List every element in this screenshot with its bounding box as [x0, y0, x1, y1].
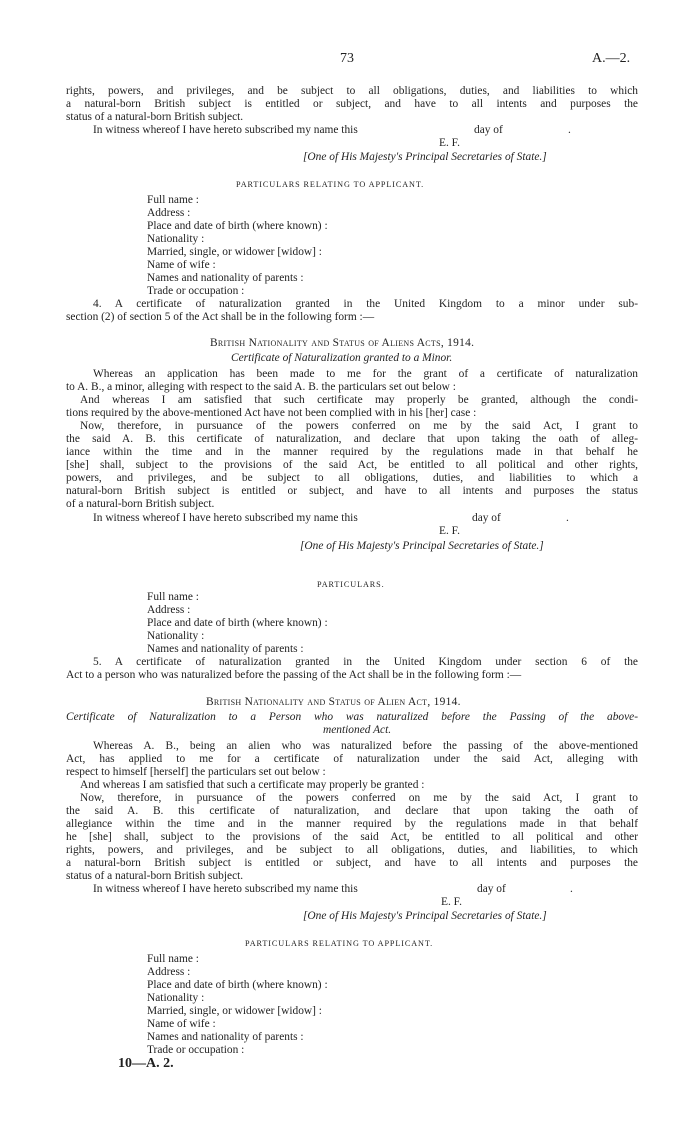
text-line: of a natural-born British subject. — [66, 498, 215, 510]
text-line: Act, has applied to me for a certificate of naturalization under the said Act, alleging with — [66, 753, 638, 765]
text-line: day of — [477, 883, 506, 895]
text-line: Name of wife : — [147, 259, 216, 271]
text-line: rights, powers, and privileges, and be subject to all obligations, duties, and liabilities, to which — [66, 844, 638, 856]
text-line: Whereas an application has been made to me for the grant of a certificate of naturalization — [93, 368, 638, 380]
text-line: Place and date of birth (where known) : — [147, 220, 328, 232]
text-line: Address : — [147, 966, 191, 978]
text-line: Trade or occupation : — [147, 285, 245, 297]
text-line: Place and date of birth (where known) : — [147, 617, 328, 629]
text-line: Trade or occupation : — [147, 1044, 245, 1056]
text-line: Place and date of birth (where known) : — [147, 979, 328, 991]
text-line: E. F. — [439, 137, 460, 149]
text-line: allegiance within the time and in the manner required by the regulations made in that behalf — [66, 818, 638, 830]
text-line: Names and nationality of parents : — [147, 1031, 304, 1043]
text-line: Full name : — [147, 591, 199, 603]
text-line: day of — [474, 124, 503, 136]
text-line: Address : — [147, 604, 191, 616]
text-line: day of — [472, 512, 501, 524]
document-reference: A.—2. — [592, 51, 631, 66]
text-line: Now, therefore, in pursuance of the powers conferred on me by the said Act, I grant to — [80, 792, 638, 804]
text-line: [One of His Majesty's Principal Secretaries of State.] — [303, 910, 547, 922]
text-line: . — [566, 512, 569, 524]
text-line: rights, powers, and privileges, and be subject to all obligations, duties, and liabilities to which — [66, 85, 638, 97]
text-line: Nationality : — [147, 992, 205, 1004]
text-line: Married, single, or widower [widow] : — [147, 246, 322, 258]
text-line: 5. A certificate of naturalization granted in the United Kingdom under section 6 of the — [93, 656, 638, 668]
form-heading: British Nationality and Status of Aliens Acts, 1914. — [210, 337, 475, 349]
text-line: Now, therefore, in pursuance of the powers conferred on me by the said Act, I grant to — [80, 420, 638, 432]
text-line: And whereas I am satisfied that such certificate may properly be granted, although the condi- — [80, 394, 638, 406]
text-line: a natural-born British subject is entitled or subject, and have to all intents and purposes the — [66, 98, 638, 110]
text-line: Name of wife : — [147, 1018, 216, 1030]
text-line: he [she] shall, subject to the provisions of the said Act, be entitled to all political and other — [66, 831, 638, 843]
text-line: Names and nationality of parents : — [147, 272, 304, 284]
section-caption: PARTICULARS RELATING TO APPLICANT. — [236, 180, 425, 189]
text-line: mentioned Act. — [323, 724, 392, 736]
form-heading: British Nationality and Status of Alien Act, 1914. — [206, 696, 461, 708]
text-line: [she] shall, subject to the provisions of the said Act, be entitled to all political and other rights, — [66, 459, 638, 471]
text-line: a natural-born British subject is entitled or subject, and have to all intents and purposes the — [66, 857, 638, 869]
text-line: In witness whereof I have hereto subscribed my name this — [93, 883, 358, 895]
text-line: Whereas A. B., being an alien who was naturalized before the passing of the above-mentioned — [93, 740, 638, 752]
text-line: E. F. — [441, 896, 462, 908]
text-line: 4. A certificate of naturalization granted in the United Kingdom to a minor under sub- — [93, 298, 638, 310]
text-line: [One of His Majesty's Principal Secretaries of State.] — [303, 151, 547, 163]
signature-mark: 10—A. 2. — [118, 1056, 174, 1071]
text-line: iance within the time and in the manner required by the regulations made in that behalf he — [66, 446, 638, 458]
text-line: to A. B., a minor, alleging with respect to the said A. B. the particulars set out below : — [66, 381, 456, 393]
text-line: Names and nationality of parents : — [147, 643, 304, 655]
text-line: Nationality : — [147, 630, 205, 642]
text-line: Nationality : — [147, 233, 205, 245]
text-line: section (2) of section 5 of the Act shall be in the following form :— — [66, 311, 375, 323]
text-line: E. F. — [439, 525, 460, 537]
text-line: Act to a person who was naturalized before the passing of the Act shall be in the following form :— — [66, 669, 522, 681]
text-line: . — [570, 883, 573, 895]
section-caption: PARTICULARS RELATING TO APPLICANT. — [245, 939, 434, 948]
text-line: respect to himself [herself] the particulars set out below : — [66, 766, 326, 778]
text-line: natural-born British subject is entitled or subject, and have to all intents and purposes the status — [66, 485, 638, 497]
text-line: Full name : — [147, 194, 199, 206]
text-line: the said A. B. this certificate of naturalization, and declare that upon taking the oath of — [66, 805, 638, 817]
text-line: tions required by the above-mentioned Act have not been complied with in his [her] case : — [66, 407, 477, 419]
text-line: Certificate of Naturalization to a Person who was naturalized before the Passing of the above- — [66, 711, 638, 723]
text-line: the said A. B. this certificate of naturalization, and declare that upon taking the oath of alleg- — [66, 433, 638, 445]
text-line: Married, single, or widower [widow] : — [147, 1005, 322, 1017]
text-line: Address : — [147, 207, 191, 219]
page-number: 73 — [340, 51, 354, 66]
text-line: powers, and privileges, and be subject to all obligations, duties, and liabilities to which a — [66, 472, 638, 484]
text-line: In witness whereof I have hereto subscribed my name this — [93, 124, 358, 136]
text-line: In witness whereof I have hereto subscribed my name this — [93, 512, 358, 524]
text-line: Certificate of Naturalization granted to a Minor. — [231, 352, 453, 364]
text-line: . — [568, 124, 571, 136]
text-line: status of a natural-born British subject. — [66, 870, 244, 882]
section-caption: PARTICULARS. — [317, 580, 385, 589]
text-line: And whereas I am satisfied that such a certificate may properly be granted : — [80, 779, 425, 791]
text-line: Full name : — [147, 953, 199, 965]
text-line: [One of His Majesty's Principal Secretaries of State.] — [300, 540, 544, 552]
text-line: status of a natural-born British subject. — [66, 111, 244, 123]
